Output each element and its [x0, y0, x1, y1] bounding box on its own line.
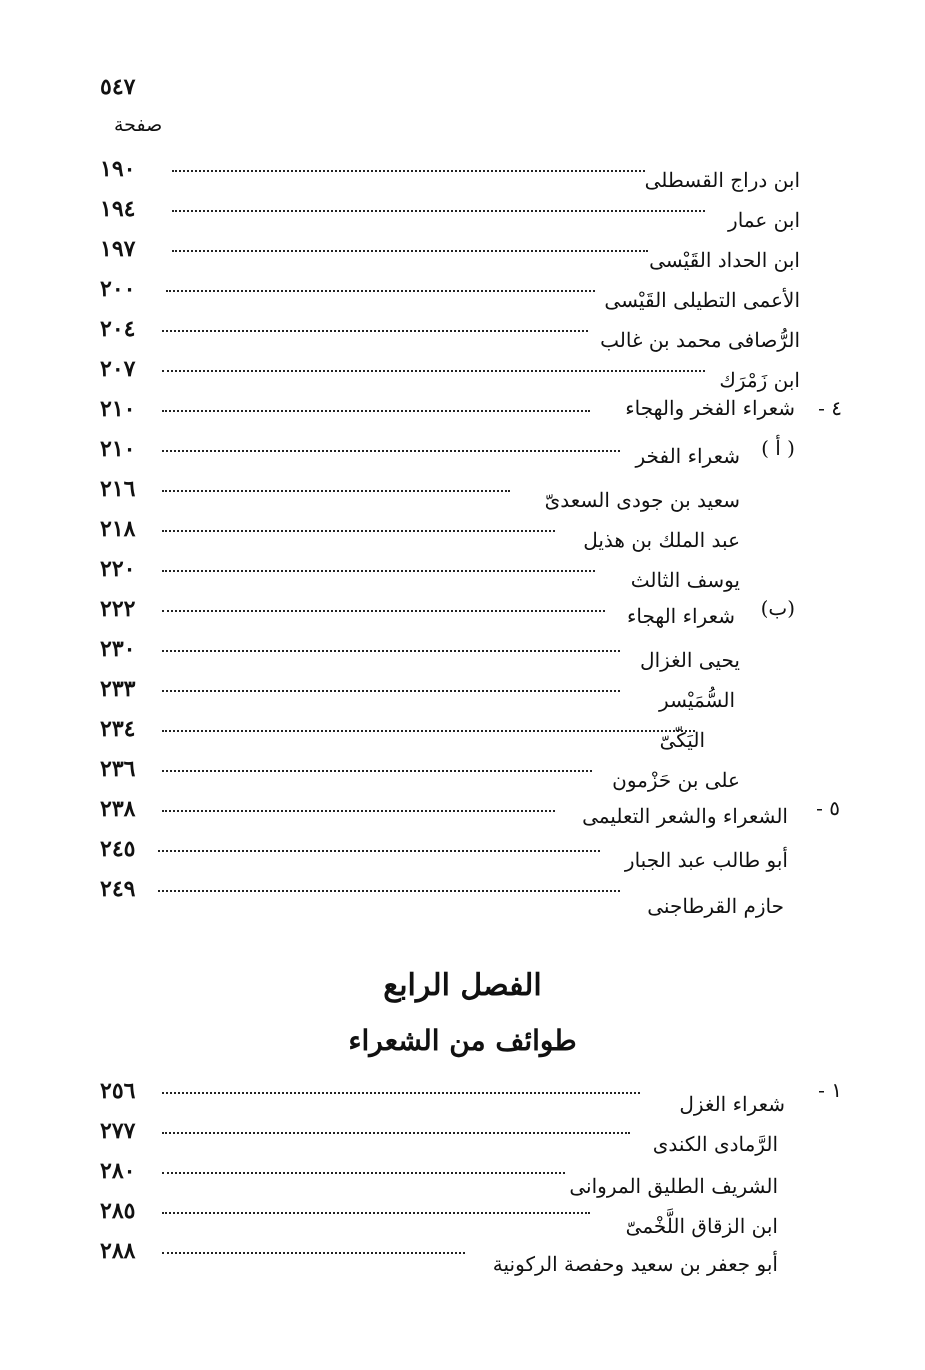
toc-entry-title: عبد الملك بن هذيل: [583, 528, 740, 552]
toc-entry-page: ٢٢٠: [100, 556, 136, 582]
toc-entry-page: ٢٤٩: [100, 876, 136, 902]
dot-leader: [162, 690, 620, 692]
toc-entry-marker: (ب): [760, 596, 795, 620]
dot-leader: [162, 410, 590, 412]
dot-leader: [162, 1092, 640, 1094]
toc-entry: [100, 1198, 860, 1238]
toc-entry: [100, 196, 860, 232]
toc-entry-page: ١٩٧: [100, 236, 136, 262]
toc-entry-title: الشريف الطليق المروانى: [569, 1174, 778, 1198]
toc-entry: [100, 476, 860, 512]
page-column-label: صفحة: [114, 114, 163, 136]
toc-entry: [100, 676, 860, 712]
toc-entry-title: ابن الزقاق اللَّخْمىّ: [625, 1214, 778, 1238]
toc-entry-page: ٢٣٤: [100, 716, 136, 742]
toc-entry-title: شعراء الفخر والهجاء: [625, 396, 795, 420]
toc-entry-page: ٢٠٠: [100, 276, 136, 302]
toc-entry: [100, 516, 860, 552]
toc-entry-page: ٢٨٠: [100, 1158, 136, 1184]
toc-entry: [100, 356, 860, 392]
toc-entry-page: ٢١٠: [100, 436, 136, 462]
dot-leader: [162, 450, 620, 452]
toc-entry-title: شعراء الغزل: [679, 1092, 785, 1116]
toc-entry: [100, 236, 860, 272]
toc-entry: [100, 156, 860, 192]
toc-entry-title: ابن عمار: [728, 208, 800, 232]
toc-entry-page: ٢٢٢: [100, 596, 136, 622]
toc-entry-page: ٢٠٧: [100, 356, 136, 382]
toc-entry: [100, 396, 860, 428]
dot-leader: [162, 1252, 465, 1254]
toc-entry-marker: ( أ ): [761, 436, 795, 460]
toc-entry: [100, 436, 860, 468]
toc-entry-title: الشعراء والشعر التعليمى: [582, 804, 788, 828]
toc-entry-marker: ٤ -: [818, 396, 842, 420]
toc-entry-page: ٢٣٠: [100, 636, 136, 662]
toc-entry-title: السُّمَيْسر: [659, 688, 735, 712]
toc-entry: [100, 636, 860, 672]
toc-entry-page: ٢٣٦: [100, 756, 136, 782]
toc-entry-title: أبو جعفر بن سعيد وحفصة الركونية: [492, 1252, 778, 1276]
toc-entry-marker: ١ -: [818, 1078, 842, 1102]
toc-entry: [100, 1238, 860, 1276]
toc-entry-title: شعراء الهجاء: [626, 604, 735, 628]
dot-leader: [162, 650, 620, 652]
toc-entry-marker: ٥ -: [816, 796, 840, 820]
toc-entry: [100, 876, 860, 918]
toc-entry: [100, 1118, 860, 1156]
dot-leader: [172, 210, 705, 212]
toc-entry-page: ٢١٨: [100, 516, 136, 542]
toc-entry-title: الرَّمادى الكندى: [652, 1132, 778, 1156]
toc-entry-page: ١٩٠: [100, 156, 136, 182]
toc-entry: [100, 836, 860, 872]
dot-leader: [162, 490, 510, 492]
dot-leader: [162, 610, 605, 612]
toc-entry-page: ٢٧٧: [100, 1118, 136, 1144]
dot-leader: [162, 1212, 590, 1214]
dot-leader: [166, 290, 595, 292]
toc-entry-page: ٢٤٥: [100, 836, 136, 862]
dot-leader: [162, 370, 705, 372]
toc-entry-page: ٢٣٣: [100, 676, 136, 702]
dot-leader: [162, 570, 595, 572]
toc-entry: [100, 1158, 860, 1198]
toc-entry-page: ٢١٦: [100, 476, 136, 502]
dot-leader: [172, 250, 648, 252]
toc-entry-page: ٢٣٨: [100, 796, 136, 822]
toc-entry-title: يوسف الثالث: [630, 568, 740, 592]
dot-leader: [162, 530, 555, 532]
toc-entry-page: ٢١٠: [100, 396, 136, 422]
toc-entry: [100, 276, 860, 312]
toc-entry: [100, 716, 860, 752]
toc-entry-title: أبو طالب عبد الجبار: [624, 848, 788, 872]
toc-entry-title: سعيد بن جودى السعدىّ: [544, 488, 740, 512]
page-number: ٥٤٧: [100, 74, 136, 100]
toc-entry-page: ٢٨٨: [100, 1238, 136, 1264]
dot-leader: [162, 1132, 630, 1134]
toc-entry: [100, 556, 860, 592]
dot-leader: [162, 810, 555, 812]
toc-entry: [100, 796, 860, 828]
chapter-title: الفصل الرابع: [383, 968, 542, 1003]
toc-entry-title: اليَكّىّ: [659, 728, 705, 752]
toc-entry-title: ابن زَمْرَك: [719, 368, 800, 392]
toc-entry-title: ابن دراج القسطلى: [644, 168, 800, 192]
toc-entry: [100, 316, 860, 352]
toc-entry-title: الأعمى التطيلى القَيْسى: [604, 288, 800, 312]
toc-entry-page: ٢٥٦: [100, 1078, 136, 1104]
dot-leader: [158, 890, 620, 892]
toc-entry-title: على بن حَزْمون: [612, 768, 740, 792]
toc-entry-page: ٢٠٤: [100, 316, 136, 342]
dot-leader: [158, 850, 600, 852]
toc-entry: [100, 596, 860, 628]
chapter-subtitle: طوائف من الشعراء: [348, 1024, 577, 1057]
dot-leader: [162, 770, 592, 772]
toc-entry-title: ابن الحداد القَيْسى: [649, 248, 800, 272]
toc-entry-title: شعراء الفخر: [635, 444, 740, 468]
toc-entry: [100, 1078, 860, 1116]
dot-leader: [162, 730, 695, 732]
toc-entry-page: ١٩٤: [100, 196, 136, 222]
toc-entry-title: حازم القرطاجنى: [647, 894, 784, 918]
toc-entry-title: يحيى الغزال: [640, 648, 740, 672]
toc-entry-title: الرُّصافى محمد بن غالب: [600, 328, 800, 352]
toc-entry: [100, 756, 860, 792]
dot-leader: [162, 330, 588, 332]
toc-entry-page: ٢٨٥: [100, 1198, 136, 1224]
dot-leader: [162, 1172, 565, 1174]
dot-leader: [172, 170, 645, 172]
